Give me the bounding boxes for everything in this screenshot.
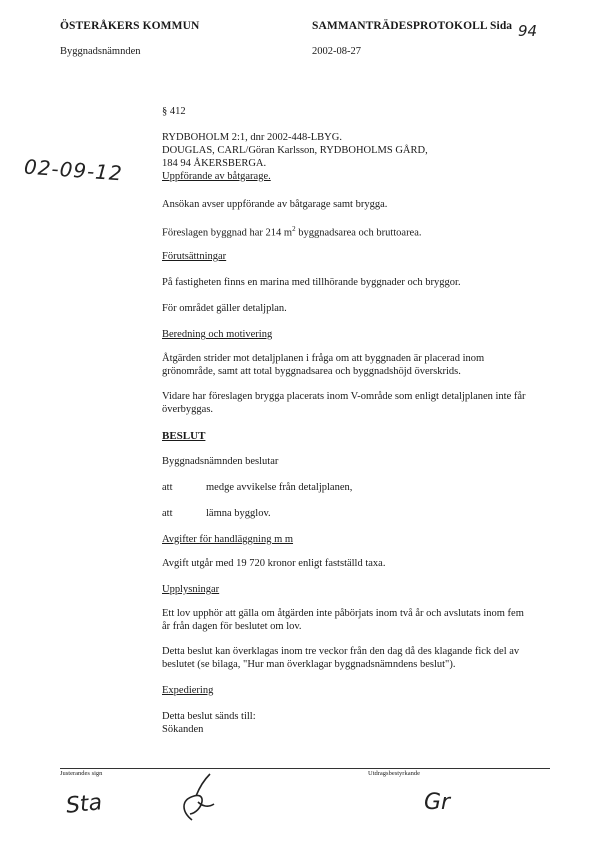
dispatch-recipient: Sökanden (162, 724, 204, 735)
meeting-date: 2002-08-27 (312, 46, 361, 57)
case-applicant: DOUGLAS, CARL/Göran Karlsson, RYDBOHOLMS GÅRD, (162, 145, 428, 156)
signature-1: Sta (64, 790, 104, 819)
utdragsbestyrkande-label: Utdragsbestyrkande (368, 770, 420, 777)
page-number-handwritten: 94 (518, 22, 538, 40)
dispatch-heading: Expediering (162, 685, 214, 696)
preparation-text-1-line-2: grönområde, samt att total byggnadsarea och byggnadshöjd överskrids. (162, 366, 461, 377)
preparation-text-1-line-1: Åtgärden strider mot detaljplanen i fråga om att byggnaden är placerad inom (162, 353, 485, 364)
case-subject: Uppförande av båtgarage. (162, 171, 271, 182)
dispatch-text: Detta beslut sänds till: (162, 711, 256, 722)
paragraph-number: § 412 (162, 106, 186, 117)
information-text-1-line-1: Ett lov upphör att gälla om åtgärden inte påbörjats inom två år och avslutats inom fem (162, 608, 524, 619)
building-area-suffix: byggnadsarea och bruttoarea. (295, 227, 422, 239)
decision-heading: BESLUT (162, 430, 206, 442)
signature-2 (172, 772, 222, 824)
board-name: Byggnadsnämnden (60, 46, 141, 57)
protocol-title: SAMMANTRÄDESPROTOKOLL Sida (312, 20, 513, 32)
information-text-1-line-2: år från dagen för beslutet om lov. (162, 621, 302, 632)
municipality-name: ÖSTERÅKERS KOMMUN (60, 20, 200, 32)
information-text-2-line-1: Detta beslut kan överklagas inom tre veckor från den dag då des klagande fick del av (162, 646, 520, 657)
decision-item-2-att: att (162, 508, 173, 519)
preparation-text-2-line-1: Vidare har föreslagen brygga placerats inom V-område som enligt detaljplanen inte får (162, 391, 526, 402)
case-address: 184 94 ÅKERSBERGA. (162, 158, 267, 169)
preparation-text-2-line-2: överbyggas. (162, 404, 214, 415)
building-area-text (162, 223, 422, 240)
decision-intro: Byggnadsnämnden beslutar (162, 456, 279, 467)
information-heading: Upplysningar (162, 584, 220, 595)
prerequisites-heading: Förutsättningar (162, 251, 227, 262)
fees-text: Avgift utgår med 19 720 kronor enligt fastställd taxa. (162, 558, 386, 569)
decision-item-1-att: att (162, 482, 173, 493)
fees-heading: Avgifter för handläggning m m (162, 534, 294, 545)
decision-item-2-text: lämna bygglov. (206, 508, 271, 519)
case-property: RYDBOHOLM 2:1, dnr 2002-448-LBYG. (162, 132, 342, 143)
application-text: Ansökan avser uppförande av båtgarage samt brygga. (162, 199, 388, 210)
preparation-heading: Beredning och motivering (162, 329, 273, 340)
information-text-2-line-2: beslutet (se bilaga, "Hur man överklagar byggnadsnämndens beslut"). (162, 659, 456, 670)
decision-item-1-text: medge avvikelse från detaljplanen, (206, 482, 353, 493)
building-area-prefix: Föreslagen byggnad har 214 m (162, 227, 293, 239)
margin-date-handwritten: 02-09-12 (23, 154, 124, 186)
prerequisites-text-1: På fastigheten finns en marina med tillhörande byggnader och bryggor. (162, 277, 461, 288)
building-area-superscript: 2 (292, 225, 296, 233)
footer-divider (60, 768, 550, 769)
prerequisites-text-2: För området gäller detaljplan. (162, 303, 287, 314)
justerandes-sign-label: Justerandes sign (60, 770, 103, 777)
signature-3: Gr (424, 790, 451, 815)
